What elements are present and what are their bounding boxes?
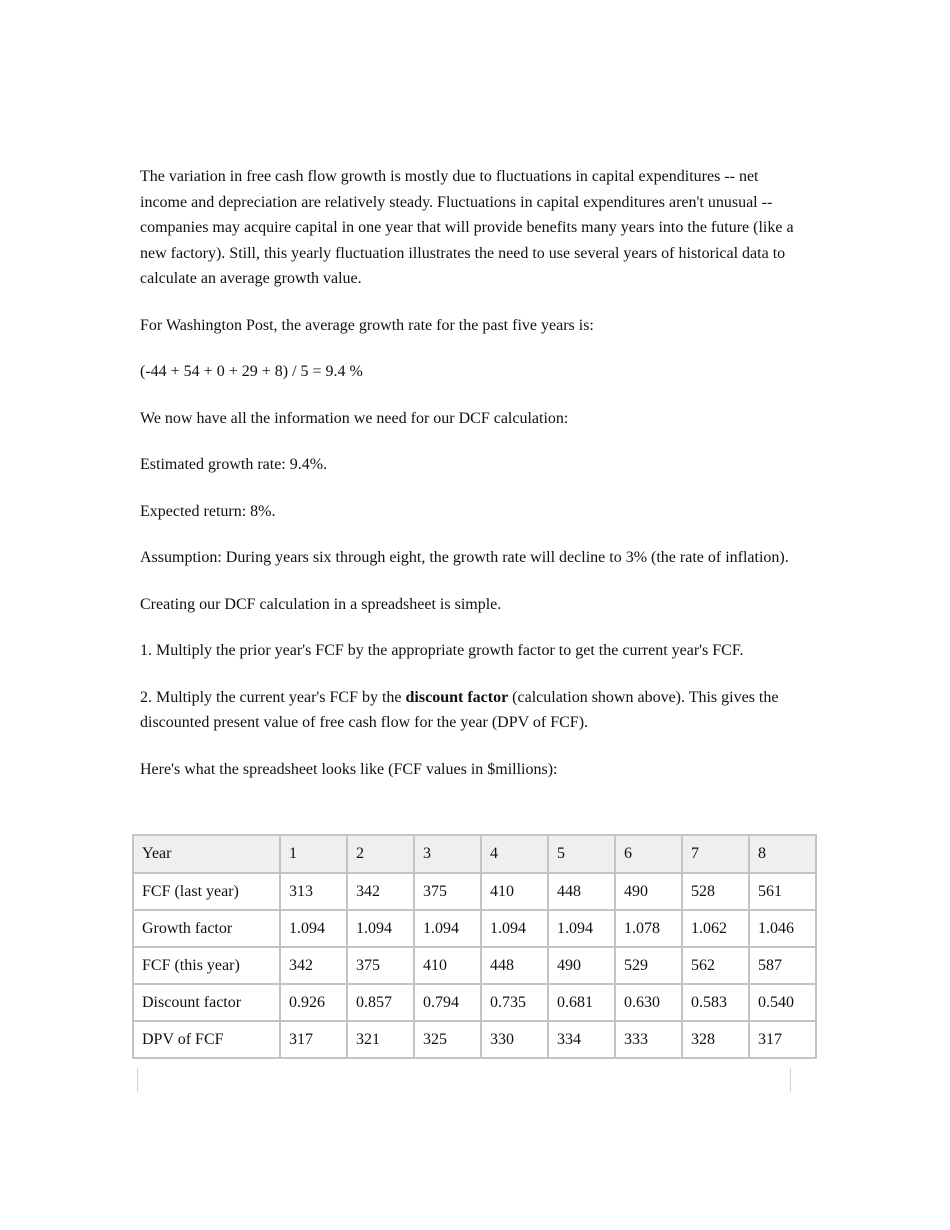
table-cell: 410 bbox=[414, 947, 481, 984]
header-cell: 1 bbox=[280, 835, 347, 873]
paragraph-average-growth-intro: For Washington Post, the average growth rate for the past five years is: bbox=[140, 316, 594, 334]
table-cell: 410 bbox=[481, 873, 548, 910]
table-cell: 0.735 bbox=[481, 984, 548, 1021]
discount-factor-term: discount factor bbox=[405, 688, 509, 706]
table-cell: 1.094 bbox=[548, 910, 615, 947]
table-continuation-border-right bbox=[790, 1068, 791, 1092]
table-cell: 1.094 bbox=[280, 910, 347, 947]
table-cell: 328 bbox=[682, 1021, 749, 1058]
table-cell: 1.094 bbox=[347, 910, 414, 947]
table-cell: 1.078 bbox=[615, 910, 682, 947]
dcf-table bbox=[132, 834, 817, 1059]
row-label: Growth factor bbox=[133, 910, 280, 947]
paragraph-spreadsheet-simple: Creating our DCF calculation in a spreadsheet is simple. bbox=[140, 595, 502, 613]
table-row-fcf-this-year bbox=[133, 947, 816, 984]
table-cell: 313 bbox=[280, 873, 347, 910]
table-cell: 375 bbox=[414, 873, 481, 910]
table-cell: 317 bbox=[749, 1021, 816, 1058]
step-2-text-after: (calculation shown above). This gives the discounted present value of free cash flow for the year (DPV of FCF). bbox=[140, 688, 779, 731]
table-cell: 375 bbox=[347, 947, 414, 984]
table-row-fcf-last-year bbox=[133, 873, 816, 910]
paragraph-step-2 bbox=[140, 685, 800, 736]
header-cell: 2 bbox=[347, 835, 414, 873]
table-cell: 1.046 bbox=[749, 910, 816, 947]
table-cell: 1.062 bbox=[682, 910, 749, 947]
step-2-text-before: 2. Multiply the current year's FCF by the bbox=[140, 688, 406, 706]
table-cell: 325 bbox=[414, 1021, 481, 1058]
header-cell: 4 bbox=[481, 835, 548, 873]
table-cell: 0.926 bbox=[280, 984, 347, 1021]
table-cell: 1.094 bbox=[481, 910, 548, 947]
paragraph-assumption: Assumption: During years six through eight, the growth rate will decline to 3% (the rate of inflation). bbox=[140, 549, 789, 566]
table-cell: 0.540 bbox=[749, 984, 816, 1021]
table-cell: 448 bbox=[548, 873, 615, 910]
table-row-discount-factor bbox=[133, 984, 816, 1021]
paragraph-growth-formula: (-44 + 54 + 0 + 29 + 8) / 5 = 9.4 % bbox=[140, 363, 363, 380]
header-cell: 7 bbox=[682, 835, 749, 873]
header-cell: 8 bbox=[749, 835, 816, 873]
table-cell: 448 bbox=[481, 947, 548, 984]
table-cell: 529 bbox=[615, 947, 682, 984]
table-continuation-border-left bbox=[137, 1068, 138, 1092]
document-body bbox=[140, 164, 800, 803]
row-label: Discount factor bbox=[133, 984, 280, 1021]
paragraph-dcf-info: We now have all the information we need for our DCF calculation: bbox=[140, 409, 569, 427]
row-label: FCF (last year) bbox=[133, 873, 280, 910]
table-cell: 490 bbox=[615, 873, 682, 910]
paragraph-spreadsheet-intro: Here's what the spreadsheet looks like (FCF values in $millions): bbox=[140, 760, 558, 778]
table-cell: 317 bbox=[280, 1021, 347, 1058]
table-cell: 562 bbox=[682, 947, 749, 984]
paragraph-estimated-growth: Estimated growth rate: 9.4%. bbox=[140, 456, 328, 473]
table-cell: 0.630 bbox=[615, 984, 682, 1021]
table-cell: 334 bbox=[548, 1021, 615, 1058]
row-label: FCF (this year) bbox=[133, 947, 280, 984]
table-cell: 342 bbox=[280, 947, 347, 984]
table-cell: 490 bbox=[548, 947, 615, 984]
table-cell: 321 bbox=[347, 1021, 414, 1058]
row-label: DPV of FCF bbox=[133, 1021, 280, 1058]
table-row-dpv-of-fcf bbox=[133, 1021, 816, 1058]
table-cell: 342 bbox=[347, 873, 414, 910]
header-cell: Year bbox=[133, 835, 280, 873]
table-cell: 0.583 bbox=[682, 984, 749, 1021]
table-cell: 0.794 bbox=[414, 984, 481, 1021]
paragraph-fcf-variation: The variation in free cash flow growth is mostly due to fluctuations in capital expenditures -- net income and depreciation are relatively steady. Fluctuations in capital expenditures aren't unusual -- companies may acquire capital in one year that will provide benefits many years into the future (like a new factory). Still, this yearly fluctuation illustrates the need to use several years of historical data to calculate an average growth value. bbox=[140, 168, 794, 287]
header-cell: 5 bbox=[548, 835, 615, 873]
table-cell: 330 bbox=[481, 1021, 548, 1058]
table-cell: 0.681 bbox=[548, 984, 615, 1021]
header-cell: 3 bbox=[414, 835, 481, 873]
table-cell: 1.094 bbox=[414, 910, 481, 947]
table-row-growth-factor bbox=[133, 910, 816, 947]
table-cell: 0.857 bbox=[347, 984, 414, 1021]
table-cell: 333 bbox=[615, 1021, 682, 1058]
table-cell: 528 bbox=[682, 873, 749, 910]
header-cell: 6 bbox=[615, 835, 682, 873]
paragraph-step-1: 1. Multiply the prior year's FCF by the appropriate growth factor to get the current year's FCF. bbox=[140, 642, 744, 659]
table-header-row bbox=[133, 835, 816, 873]
table-cell: 561 bbox=[749, 873, 816, 910]
table-cell: 587 bbox=[749, 947, 816, 984]
paragraph-expected-return: Expected return: 8%. bbox=[140, 502, 276, 520]
dcf-table-container bbox=[132, 834, 814, 1059]
